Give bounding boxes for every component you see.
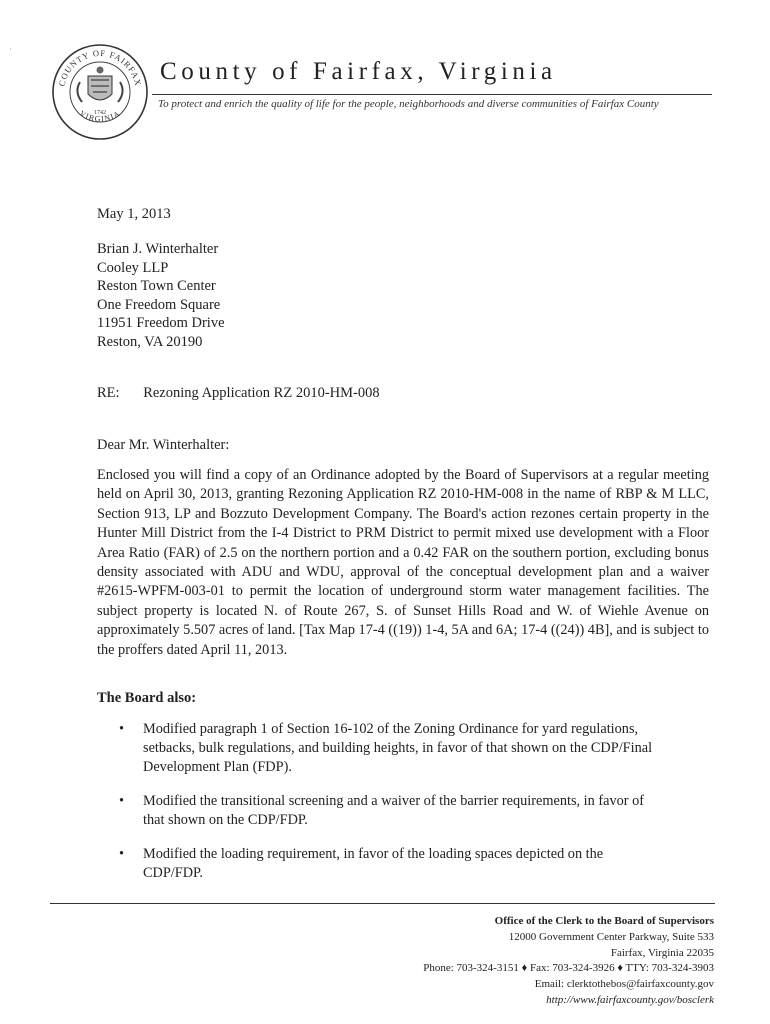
re-subject: Rezoning Application RZ 2010-HM-008 [143, 385, 380, 401]
body-paragraph: Enclosed you will find a copy of an Ordinance adopted by the Board of Supervisors at a regular meeting held on April 30, 2013, granting Rezoning Application RZ 2010-HM-008 in the name of RBP & M LLC, Section 913, LP and Bozzuto Development Company. The Board's action rezones certain property in the Hunter Mill District from the I-4 District to PRM District to permit mixed use development with a Floor Area Ratio (FAR) of 2.5 on the northern portion and a 0.42 FAR on the southern portion, excluding bonus density associated with ADU and WDU, approval of the conceptual development plan and a waiver #2615-WPFM-003-01 to permit the location of underground storm water management facilities. The subject property is located N. of Route 267, S. of Sunset Hills Road and W. of Wiehle Avenue on approximately 5.507 acres of land. [Tax Map 17-4 ((19)) 1-4, 5A and 6A; 17-4 ((24)) 4B], and is subject to the proffers dated April 11, 2013. [97, 467, 709, 658]
seal-top-text: COUNTY OF FAIRFAX [56, 47, 144, 88]
footer-website-link[interactable]: http://www.fairfaxcounty.gov/bosclerk [546, 993, 714, 1006]
bullet-icon: • [119, 846, 125, 862]
seal-year: 1742 [94, 110, 106, 116]
footer-office: Office of the Clerk to the Board of Supervisors [494, 915, 714, 927]
bullet-icon: • [119, 793, 125, 809]
list-item [97, 845, 657, 883]
recipient-line: One Freedom Square [97, 296, 221, 313]
re-label: RE: [97, 385, 120, 401]
seal-bottom-text: VIRGINIA [77, 108, 123, 124]
list-item [97, 720, 657, 777]
recipient-line: Reston, VA 20190 [97, 333, 203, 350]
bullet-icon: • [119, 721, 125, 737]
list-item-text: Modified paragraph 1 of Section 16-102 of the Zoning Ordinance for yard regulations, setbacks, bulk regulations, and building heights, in favor of that shown on the CDP/Final Development Plan (FDP). [143, 721, 653, 775]
recipient-line: Reston Town Center [97, 278, 216, 294]
footer-divider [50, 903, 715, 904]
recipient-line: Cooley LLP [97, 259, 169, 276]
county-title: County of Fairfax, Virginia [160, 58, 557, 85]
clerk-footer [423, 914, 714, 1009]
recipient-line: 11951 Freedom Drive [97, 315, 225, 331]
board-actions-list [97, 720, 657, 898]
footer-address-line1: 12000 Government Center Parkway, Suite 533 [508, 930, 714, 943]
list-item-text: Modified the loading requirement, in favor of the loading spaces depicted on the CDP/FDP. [143, 846, 604, 881]
salutation: Dear Mr. Winterhalter: [97, 437, 230, 453]
board-also-heading: The Board also: [97, 690, 197, 706]
county-tagline: To protect and enrich the quality of life for the people, neighborhoods and diverse communities of Fairfax County [158, 98, 659, 110]
scan-speck: · [9, 44, 12, 54]
footer-email[interactable]: Email: clerktothebos@fairfaxcounty.gov [534, 978, 714, 991]
header-divider [152, 94, 712, 95]
list-item-text: Modified the transitional screening and a waiver of the barrier requirements, in favor of that shown on the CDP/FDP. [143, 793, 644, 828]
county-seal [50, 42, 150, 142]
list-item [97, 792, 657, 830]
re-line [97, 385, 380, 402]
recipient-line: Brian J. Winterhalter [97, 241, 219, 257]
letter-date: May 1, 2013 [97, 206, 171, 222]
footer-address-line2: Fairfax, Virginia 22035 [610, 946, 714, 959]
recipient-address [97, 240, 225, 351]
footer-phones: Phone: 703-324-3151 ♦ Fax: 703-324-3926 ♦ TTY: 703-324-3903 [423, 962, 714, 975]
